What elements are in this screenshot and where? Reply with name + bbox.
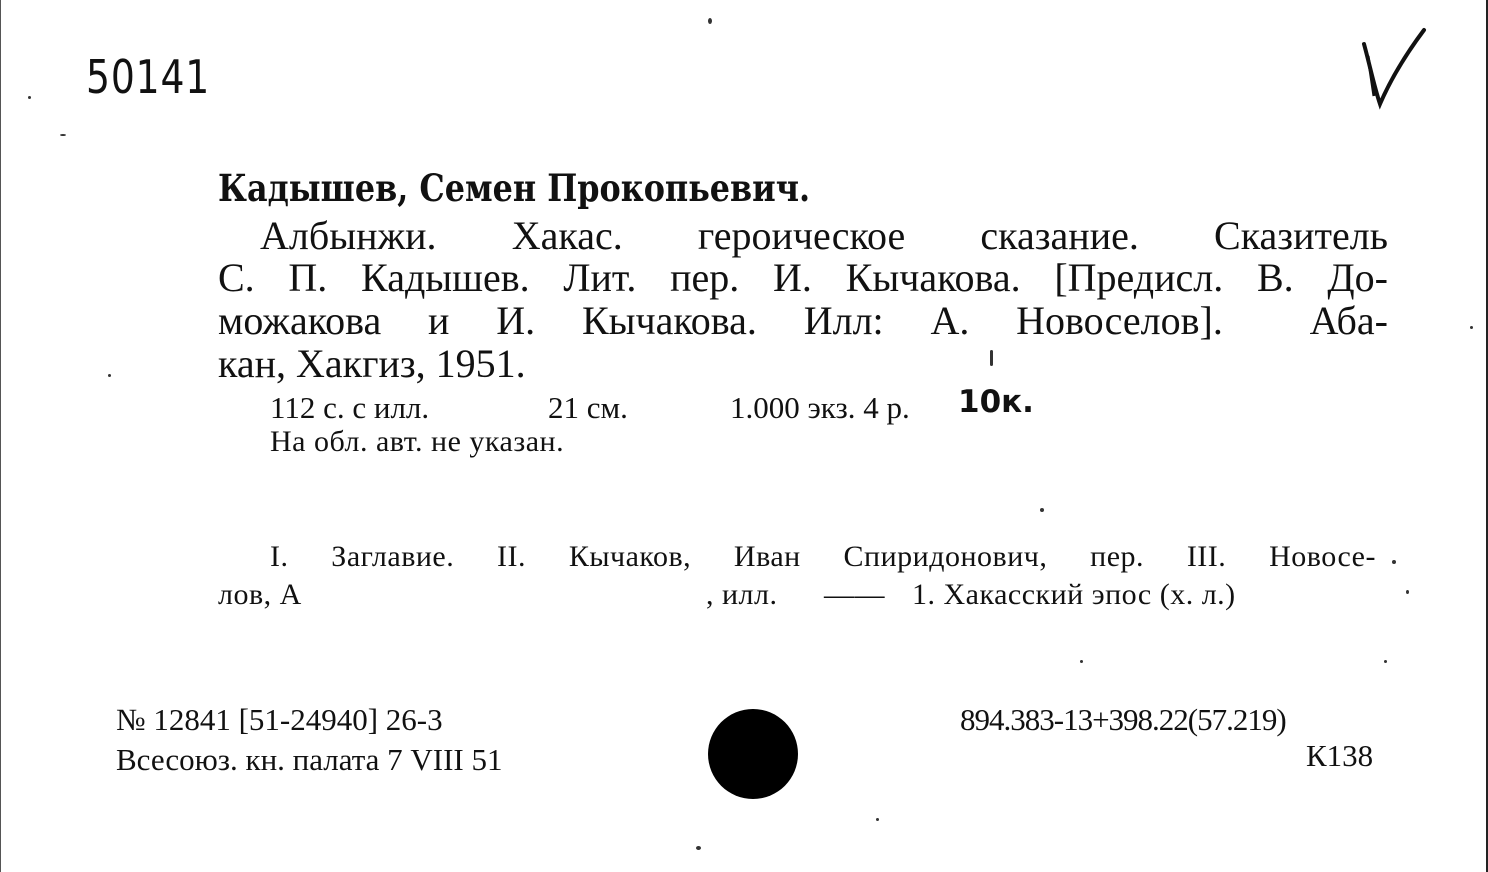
- tracing-word: Иван: [733, 540, 801, 573]
- scan-speck: [28, 96, 31, 99]
- tracings-line-1: [270, 540, 1376, 574]
- title-line-2: [218, 256, 1388, 299]
- scan-speck: [1040, 508, 1044, 512]
- imprint-line: кан, Хакгиз, 1951.: [218, 341, 526, 386]
- udc-classification: 894.383-13+398.22(57.219): [960, 702, 1286, 737]
- note-line: На обл. авт. не указан.: [270, 425, 565, 458]
- title-word: можакова: [218, 298, 382, 343]
- title-word: Хакас.: [511, 213, 623, 258]
- title-word: героическое: [697, 213, 906, 258]
- handwritten-price: 10к.: [958, 384, 1034, 420]
- author-heading: Кадышев, Семен Прокопьевич.: [218, 166, 811, 210]
- scan-speck: [990, 350, 993, 366]
- book-chamber-line: Всесоюз. кн. палата 7 VIII 51: [116, 742, 503, 777]
- title-word: С.: [218, 255, 255, 300]
- scan-speck: [696, 846, 701, 850]
- title-word: В.: [1256, 255, 1294, 300]
- title-word: А.: [930, 298, 970, 343]
- tracings-line-2-middle: , илл.: [706, 578, 778, 611]
- scan-speck: [1470, 326, 1473, 329]
- title-word: Илл:: [803, 298, 884, 343]
- title-line-3: [218, 299, 1388, 342]
- title-word: Албынжи.: [260, 213, 437, 258]
- tracing-word: Новосе-: [1269, 540, 1376, 573]
- scan-speck: [1392, 560, 1396, 564]
- title-word: Лит.: [563, 255, 637, 300]
- title-word: Кычакова.: [581, 298, 757, 343]
- title-word: И.: [496, 298, 536, 343]
- title-word: Сказитель: [1214, 213, 1388, 258]
- punch-hole: [708, 709, 798, 799]
- scan-speck: [108, 374, 111, 377]
- collation-pages: 112 с. с илл.: [270, 390, 430, 425]
- title-word: и: [428, 298, 450, 343]
- scan-speck: [708, 18, 712, 24]
- title-word: [Предисл.: [1054, 255, 1224, 300]
- scan-speck: [1080, 660, 1083, 663]
- author-mark: К138: [1306, 738, 1374, 773]
- title-word: П.: [288, 255, 328, 300]
- scan-speck: [60, 134, 66, 136]
- tracing-word: Спиридонович,: [843, 540, 1048, 573]
- accession-number: 50141: [86, 50, 211, 104]
- collation-size: 21 см.: [548, 390, 628, 425]
- title-line-1: [260, 214, 1388, 257]
- title-word: пер.: [670, 255, 740, 300]
- scan-speck: [1384, 660, 1387, 663]
- tracings-dash: ——: [824, 578, 885, 611]
- title-word: Кычакова.: [845, 255, 1021, 300]
- tracing-word: III.: [1186, 540, 1227, 573]
- scan-speck: [1406, 590, 1409, 594]
- tracings-line-2-start: лов, А: [218, 578, 302, 611]
- tracing-word: Кычаков,: [568, 540, 692, 573]
- tracing-word: I.: [270, 540, 289, 573]
- scan-speck: [876, 818, 879, 821]
- check-mark-icon: [1360, 26, 1430, 110]
- title-word: Новоселов].: [1016, 298, 1223, 343]
- title-word: До-: [1327, 255, 1388, 300]
- title-word: сказание.: [980, 213, 1139, 258]
- tracing-word: пер.: [1090, 540, 1145, 573]
- title-word: Кадышев.: [361, 255, 530, 300]
- card-left-edge: [0, 0, 1, 872]
- tracing-word: Заглавие.: [331, 540, 455, 573]
- tracings-line-2-end: 1. Хакасский эпос (х. л.): [912, 578, 1236, 611]
- title-word: Аба-: [1309, 298, 1388, 343]
- title-word: И.: [773, 255, 812, 300]
- registry-number: № 12841 [51-24940] 26-3: [116, 702, 443, 737]
- collation-print-run: 1.000 экз. 4 р.: [730, 390, 910, 425]
- tracing-word: II.: [497, 540, 527, 573]
